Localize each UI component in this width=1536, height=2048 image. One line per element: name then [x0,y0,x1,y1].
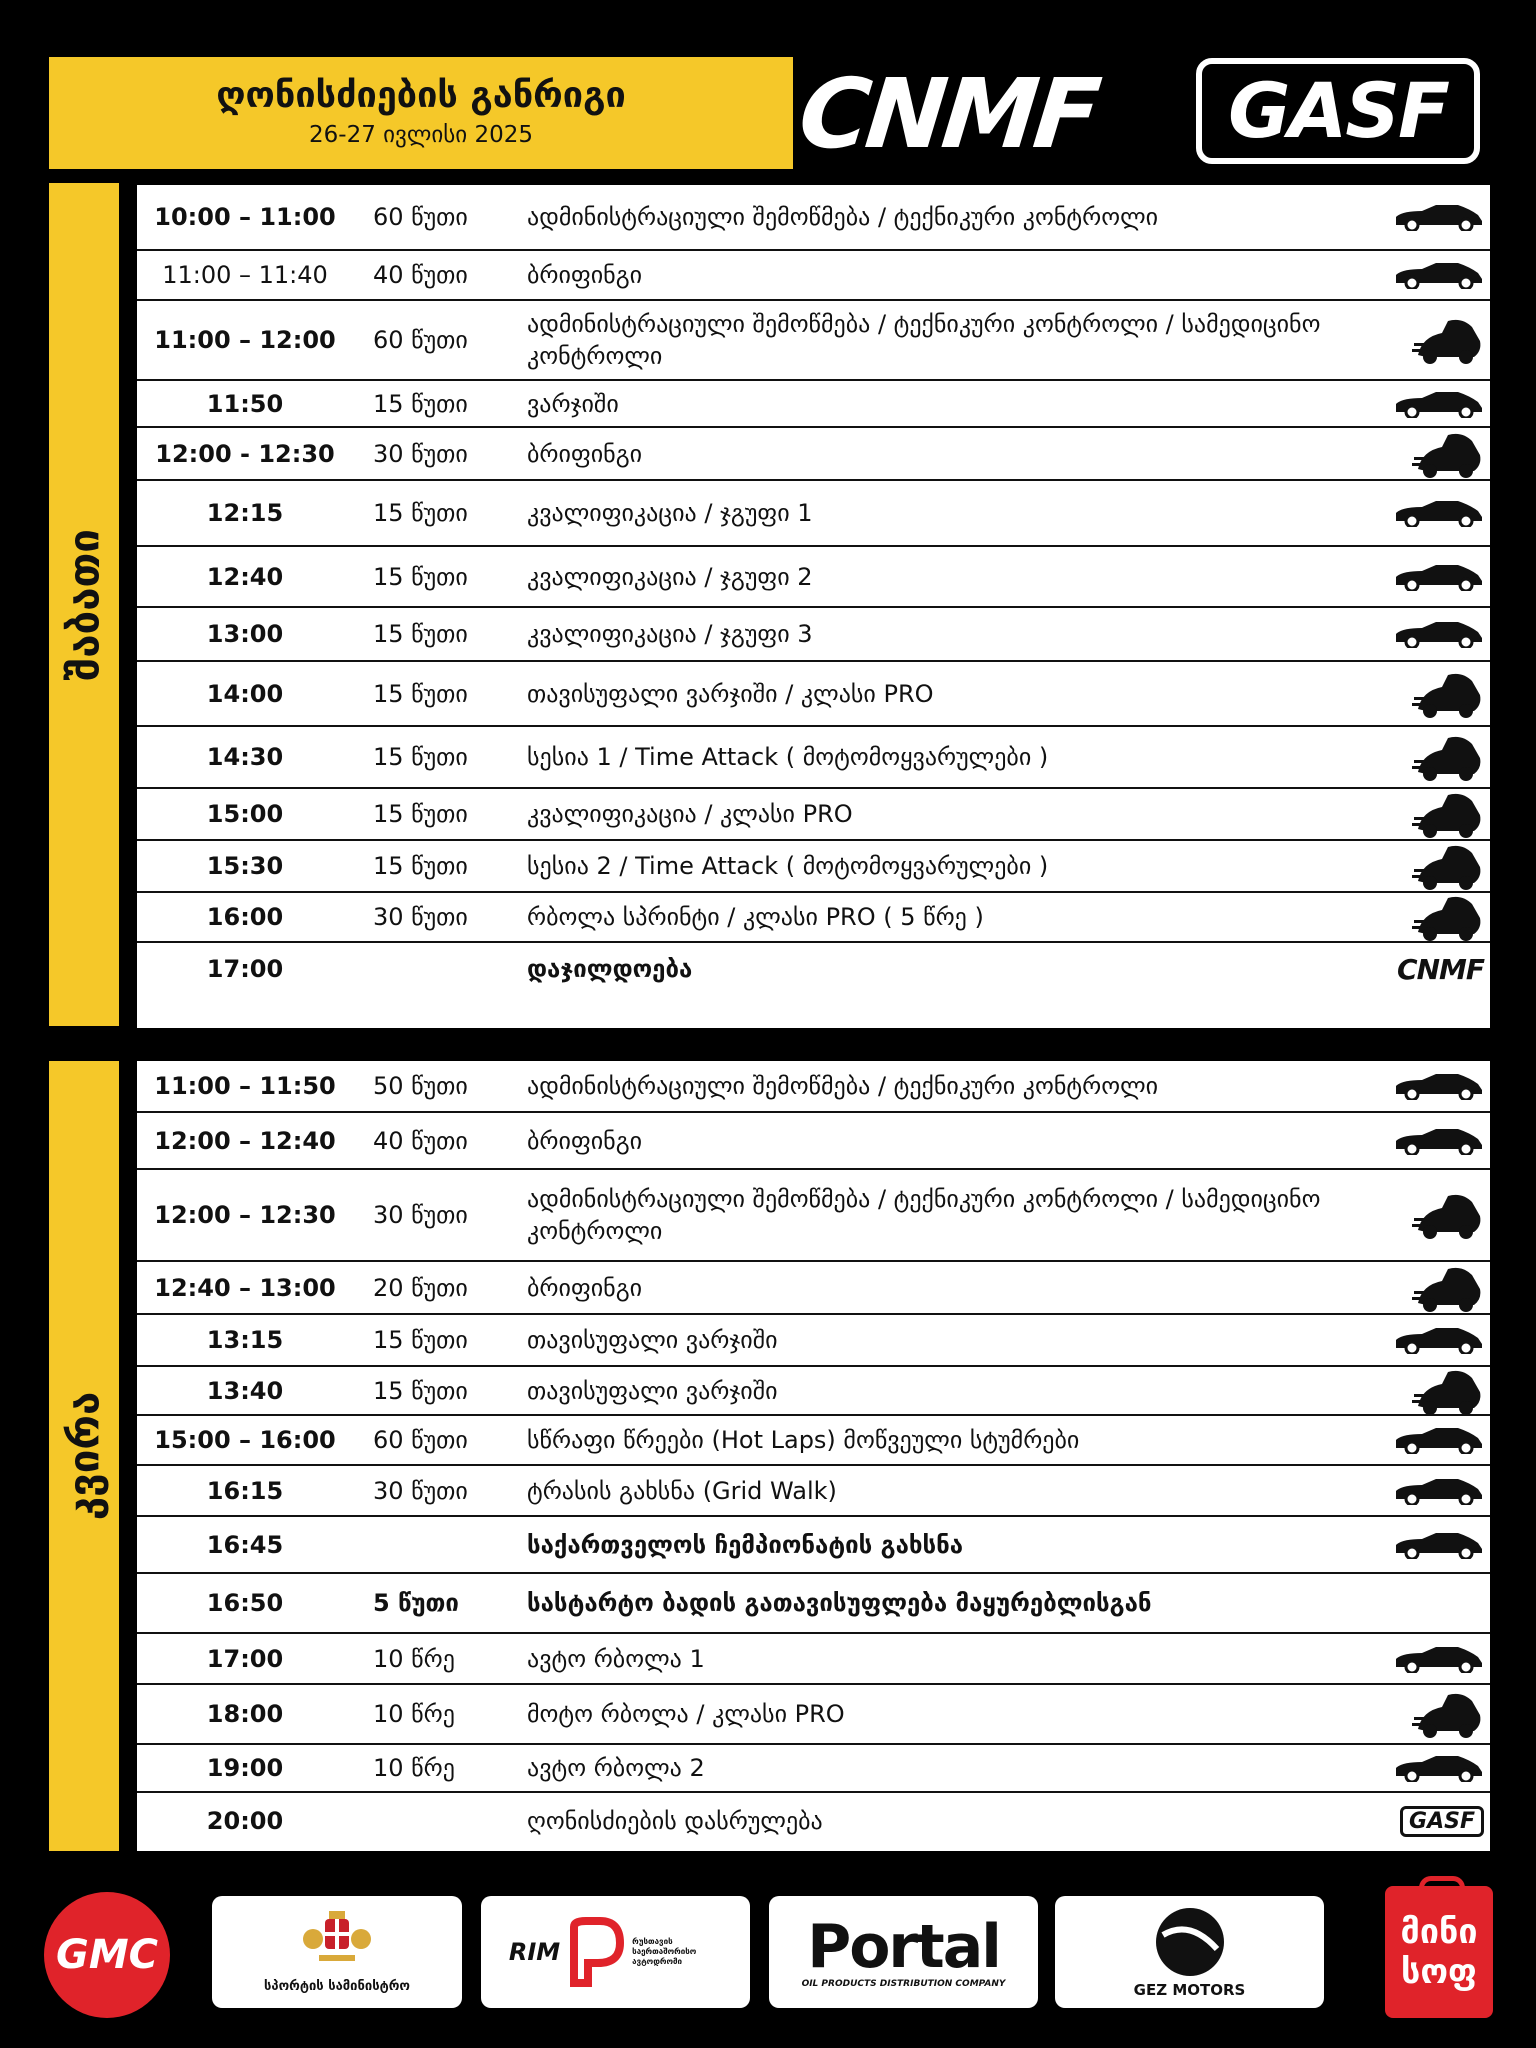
portal-logo [769,1896,1038,2008]
row-duration: 60 წუთი [373,1426,468,1454]
row-time: 13:00 [206,620,284,648]
row-duration: 15 წუთი [373,852,468,880]
table-row [137,893,1490,943]
empty-icon-cell [1388,1574,1484,1632]
row-time: 17:00 [206,1644,284,1673]
row-activity: ადმინისტრაციული შემოწმება / ტექნიკური კონტროლი / სამედიცინო კონტროლი [527,1185,1321,1245]
row-activity: ბრიფინგი [527,1273,643,1302]
car-icon [1388,1634,1484,1683]
car-icon [1388,381,1484,426]
row-duration: 10 წრე [373,1644,455,1673]
row-duration [373,1793,523,1849]
car-icon [1388,1061,1484,1111]
row-duration: 15 წუთი [373,389,468,418]
gasf-logo-text: GASF [1400,1806,1484,1837]
row-duration: 15 წუთი [373,800,468,828]
table-row [137,1315,1490,1367]
motorcycle-icon [1388,428,1484,479]
table-row [137,1416,1490,1466]
row-duration: 30 წუთი [373,439,468,468]
table-row [137,1574,1490,1634]
gez-label: GEZ MOTORS [1133,1981,1246,1999]
sponsor-bar [0,1880,1536,2040]
row-time: 12:00 – 12:40 [154,1126,336,1155]
row-duration [373,943,523,995]
table-row [137,608,1490,662]
car-icon [1388,1745,1484,1791]
car-icon [1388,185,1484,249]
table-row [137,1745,1490,1793]
motorcycle-icon [1388,1170,1484,1260]
row-duration: 15 წუთი [373,499,468,527]
row-activity: ტრასის გახსნა (Grid Walk) [527,1476,837,1505]
day-label-sunday: კვირა [59,1391,109,1521]
table-row [137,1685,1490,1745]
gez-motors-logo [1055,1896,1324,2008]
motorcycle-icon [1388,893,1484,941]
row-activity: ადმინისტრაციული შემოწმება / ტექნიკური კონტროლი [527,1072,1159,1100]
row-duration: 20 წუთი [373,1273,468,1302]
table-row [137,1170,1490,1262]
event-date: 26-27 ივლისი 2025 [309,122,533,148]
row-duration: 50 წუთი [373,1072,468,1100]
table-row [137,1634,1490,1685]
gasf-logo: GASF [1196,58,1480,164]
rim-emblem-icon [566,1917,626,1987]
row-duration [373,1517,523,1572]
row-activity: სწრაფი წრეები (Hot Laps) მოწვეული სტუმრები [527,1426,1080,1454]
row-duration: 30 წუთი [373,903,468,931]
row-time: 11:00 – 11:40 [162,261,328,289]
row-duration: 60 წუთი [373,203,468,231]
row-activity: ბრიფინგი [527,439,643,468]
row-activity: სასტარტო ბადის გათავისუფლება მაყურებლისგან [527,1589,1152,1617]
row-time: 15:00 – 16:00 [154,1426,336,1454]
table-row [137,1517,1490,1574]
row-activity: მოტო რბოლა / კლასი PRO [527,1700,845,1728]
row-time: 11:50 [206,389,284,418]
table-row [137,1793,1490,1849]
row-activity: კვალიფიკაცია / ჯგუფი 1 [527,499,813,527]
table-row [137,547,1490,608]
row-time: 16:15 [206,1476,284,1505]
row-time: 11:00 – 12:00 [154,326,336,354]
car-icon [1388,547,1484,606]
table-row [137,1061,1490,1113]
row-activity: თავისუფალი ვარჯიში [527,1326,778,1354]
coat-of-arms-icon [299,1911,375,1971]
rim-label: RIM [508,1938,561,1966]
day-tab-saturday [49,183,119,1026]
ministry-label: სპორტის სამინისტრო [263,1978,410,1994]
cnmf-logo-icon [1388,943,1484,995]
row-time: 18:00 [206,1700,284,1728]
row-time: 15:00 [206,800,284,828]
gasf-logo-icon [1388,1793,1484,1849]
row-activity: თავისუფალი ვარჯიში [527,1376,778,1405]
car-icon [1388,251,1484,299]
car-icon [1388,1113,1484,1168]
row-activity: რბოლა სპრინტი / კლასი PRO ( 5 წრე ) [527,903,984,931]
row-activity: სესია 2 / Time Attack ( მოტომოყვარულები ) [527,852,1049,880]
row-duration: 40 წუთი [373,1126,468,1155]
row-time: 15:30 [206,852,284,880]
shop-label-line2: სოფ [1401,1952,1477,1992]
row-activity: თავისუფალი ვარჯიში / კლასი PRO [527,679,934,708]
row-activity: ავტო რბოლა 2 [527,1754,705,1782]
table-row [137,428,1490,481]
row-duration: 5 წუთი [373,1589,459,1617]
row-time: 12:40 [206,562,284,591]
table-row [137,1466,1490,1517]
cnmf-logo: CNMF [794,58,1102,170]
table-row [137,943,1490,995]
row-activity: ბრიფინგი [527,1126,643,1155]
row-time: 19:00 [206,1754,284,1782]
row-time: 17:00 [206,955,284,983]
cnmf-logo-text: CNMF [1397,952,1484,986]
row-activity: დაჯილდოება [527,955,693,983]
row-time: 10:00 – 11:00 [154,203,336,231]
row-time: 13:40 [206,1376,284,1405]
gmc-logo [44,1892,170,2018]
row-time: 14:00 [206,679,284,708]
table-row [137,727,1490,789]
car-icon [1388,1416,1484,1464]
row-duration: 60 წუთი [373,326,468,354]
motorcycle-icon [1388,662,1484,725]
row-duration: 30 წუთი [373,1201,468,1229]
row-activity: ბრიფინგი [527,261,643,289]
row-time: 16:45 [206,1530,284,1559]
row-time: 12:40 – 13:00 [154,1273,336,1302]
row-time: 16:50 [206,1589,284,1617]
portal-subtitle: OIL PRODUCTS DISTRIBUTION COMPANY [801,1979,1006,1989]
motorcycle-icon [1388,1262,1484,1313]
row-time: 20:00 [206,1807,284,1835]
row-duration: 40 წუთი [373,261,468,289]
table-row [137,481,1490,547]
table-row [137,1113,1490,1170]
row-duration: 15 წუთი [373,562,468,591]
row-duration: 15 წუთი [373,743,468,771]
table-row [137,789,1490,841]
rim-logo [481,1896,750,2008]
page-title: ღონისძიების განრიგი [216,75,626,116]
row-activity: ღონისძიების დასრულება [527,1807,823,1835]
table-row [137,662,1490,727]
rim-subtitle: რუსთავის საერთაშორისო ავტოდრომი [632,1937,697,1966]
portal-label: Portal [807,1912,1000,1982]
row-duration: 10 წრე [373,1754,455,1782]
row-time: 16:00 [206,903,284,931]
row-duration: 15 წუთი [373,620,468,648]
table-row [137,1367,1490,1416]
car-icon [1388,1517,1484,1572]
motorcycle-icon [1388,301,1484,379]
motorcycle-icon [1388,727,1484,787]
row-activity: ადმინისტრაციული შემოწმება / ტექნიკური კონტროლი / სამედიცინო კონტროლი [527,310,1321,370]
row-duration: 15 წუთი [373,1376,468,1405]
row-activity: კვალიფიკაცია / ჯგუფი 3 [527,620,813,648]
motorcycle-icon [1388,841,1484,891]
table-row [137,185,1490,251]
table-row [137,841,1490,893]
day-tab-sunday [49,1061,119,1851]
row-activity: კვალიფიკაცია / ჯგუფი 2 [527,562,813,591]
row-duration: 15 წუთი [373,1326,468,1354]
shop-logo [1385,1886,1493,2018]
motorcycle-icon [1388,1367,1484,1414]
row-time: 13:15 [206,1326,284,1354]
car-icon [1388,481,1484,545]
row-activity: საქართველოს ჩემპიონატის გახსნა [527,1530,964,1559]
row-time: 12:00 - 12:30 [155,439,335,468]
ministry-logo [212,1896,462,2008]
row-activity: ვარჯიში [527,389,619,418]
table-row [137,1262,1490,1315]
row-duration: 15 წუთი [373,679,468,708]
table-row [137,301,1490,381]
sunday-schedule-table [137,1061,1490,1851]
row-time: 11:00 – 11:50 [154,1072,336,1100]
row-activity: სესია 1 / Time Attack ( მოტომოყვარულები ) [527,743,1049,771]
table-row [137,251,1490,301]
table-row [137,381,1490,428]
row-time: 14:30 [206,743,284,771]
motorcycle-icon [1388,1685,1484,1743]
shop-label-line1: მინი [1400,1912,1478,1952]
row-activity: კვალიფიკაცია / კლასი PRO [527,800,853,828]
car-icon [1388,1315,1484,1365]
row-duration: 10 წრე [373,1700,455,1728]
row-activity: ადმინისტრაციული შემოწმება / ტექნიკური კონტროლი [527,203,1159,231]
day-label-saturday: შაბათი [59,528,109,681]
car-icon [1388,1466,1484,1515]
row-activity: ავტო რბოლა 1 [527,1644,705,1673]
schedule-title-box [49,57,793,169]
saturday-schedule-table [137,185,1490,1028]
row-time: 12:00 – 12:30 [154,1201,336,1229]
row-duration: 30 წუთი [373,1476,468,1505]
gmc-logo-text: GMC [56,1932,158,1978]
gez-emblem-icon [1153,1905,1227,1979]
row-time: 12:15 [206,499,284,527]
motorcycle-icon [1388,789,1484,839]
car-icon [1388,608,1484,660]
